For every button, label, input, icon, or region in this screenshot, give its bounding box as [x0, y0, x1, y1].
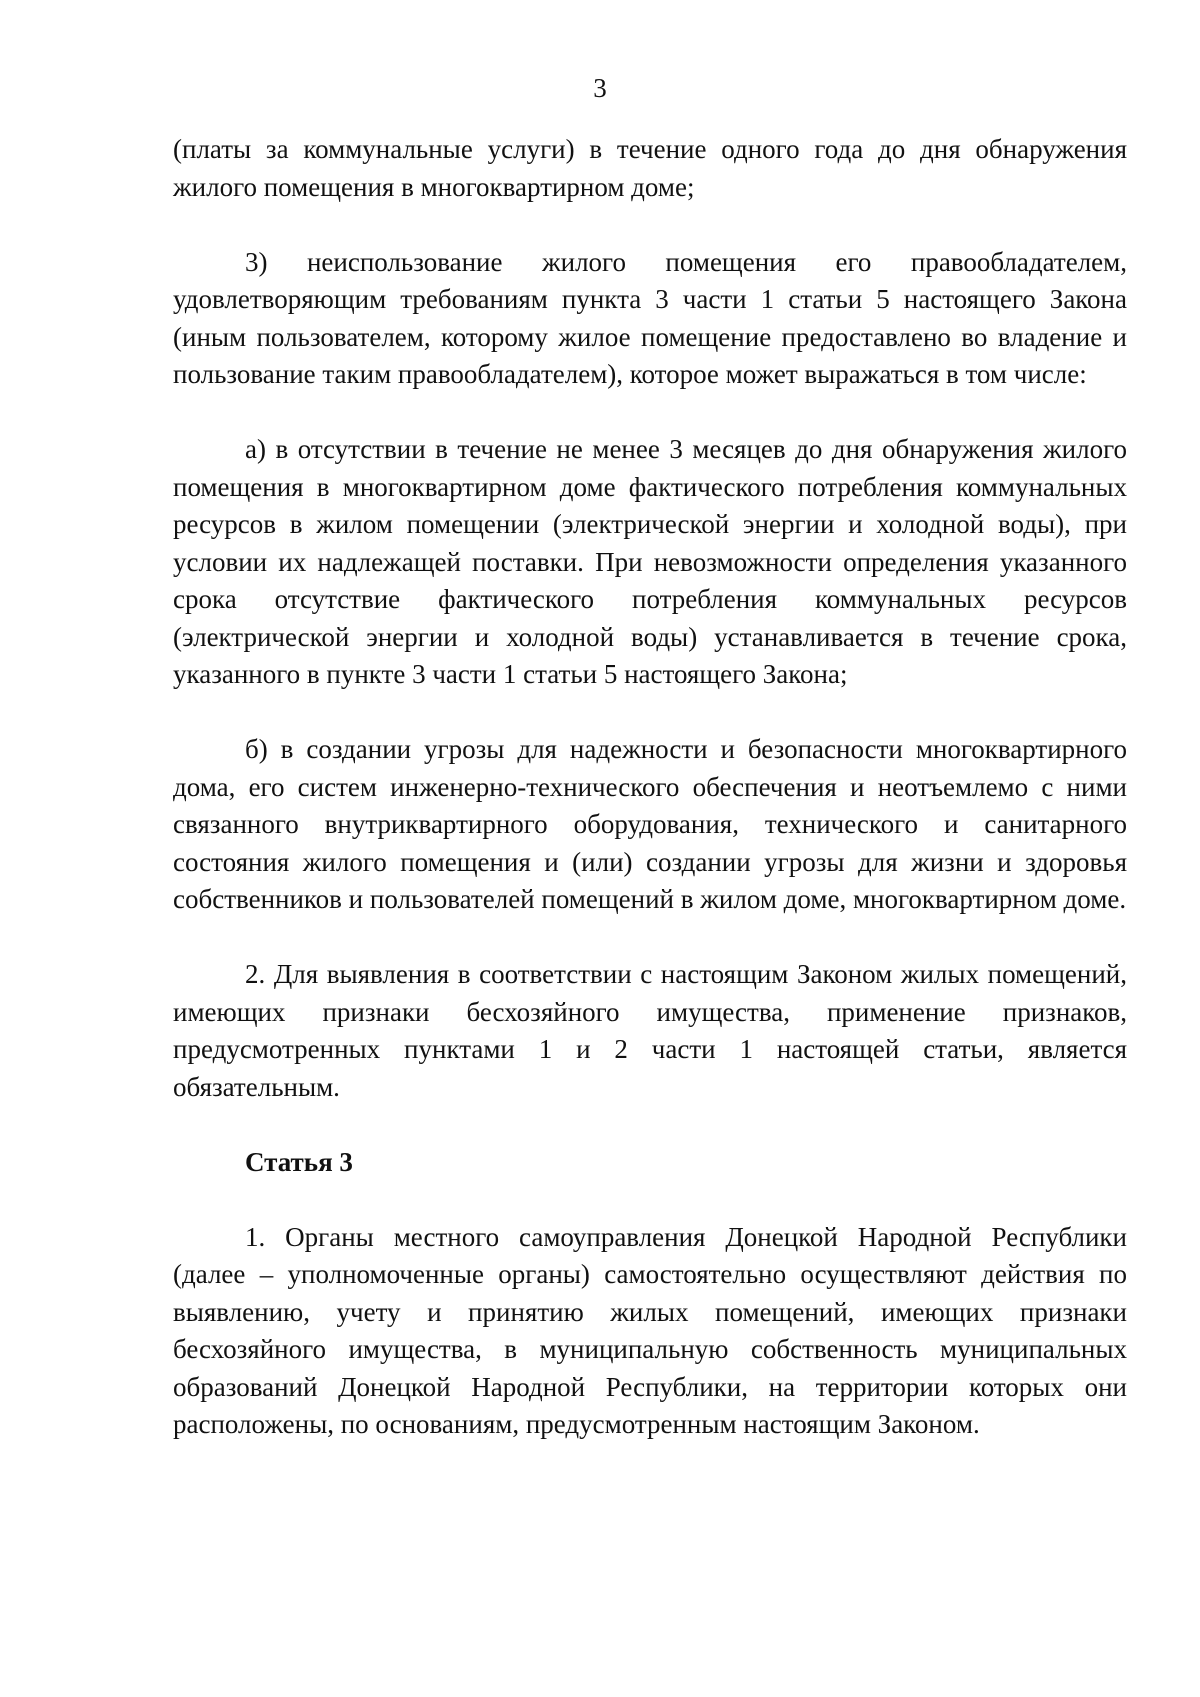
paragraph-subitem-a: а) в отсутствии в течение не менее 3 месяцев до дня обнаружения жилого помещения в многоквартирном доме фактического потребления коммунальных ресурсов в жилом помещении (электрической энергии и холодной воды), при условии их надлежащей поставки. При невозможности определения указанного срока отсутствие фактического потребления коммунальных ресурсов (электрической энергии и холодной воды) устанавливается в течение срока, указанного в пункте 3 части 1 статьи 5 настоящего Закона;	[173, 434, 1127, 689]
document-body	[173, 131, 1127, 1444]
article-paragraph-1: 1. Органы местного самоуправления Донецкой Народной Республики (далее – уполномоченные органы) самостоятельно осуществляют действия по выявлению, учету и принятию жилых помещений, имеющих признаки бесхозяйного имущества, в муниципальную собственность муниципальных образований Донецкой Народной Республики, на территории которых они расположены, по основаниям, предусмотренным настоящим Законом.	[173, 1221, 1127, 1439]
paragraph-subitem-b: б) в создании угрозы для надежности и безопасности многоквартирного дома, его систем инженерно-технического обеспечения и неотъемлемо с ними связанного внутриквартирного оборудования, технического и санитарного состояния жилого помещения и (или) создании угрозы для жизни и здоровья собственников и пользователей помещений в жилом доме, многоквартирном доме.	[173, 734, 1127, 914]
page-number: 3	[593, 73, 607, 103]
paragraph-item-3: 3) неиспользование жилого помещения его правообладателем, удовлетворяющим требованиям пункта 3 части 1 статьи 5 настоящего Закона (иным пользователем, которому жилое помещение предоставлено во владение и пользование таким правообладателем), которое может выражаться в том числе:	[173, 246, 1127, 389]
paragraph-part-2: 2. Для выявления в соответствии с настоящим Законом жилых помещений, имеющих признаки бесхозяйного имущества, применение признаков, предусмотренных пунктами 1 и 2 части 1 настоящей статьи, является обязательным.	[173, 959, 1127, 1102]
paragraph-continuation: (платы за коммунальные услуги) в течение одного года до дня обнаружения жилого помещения в многоквартирном доме;	[173, 134, 1127, 202]
article-heading: Статья 3	[245, 1146, 353, 1177]
